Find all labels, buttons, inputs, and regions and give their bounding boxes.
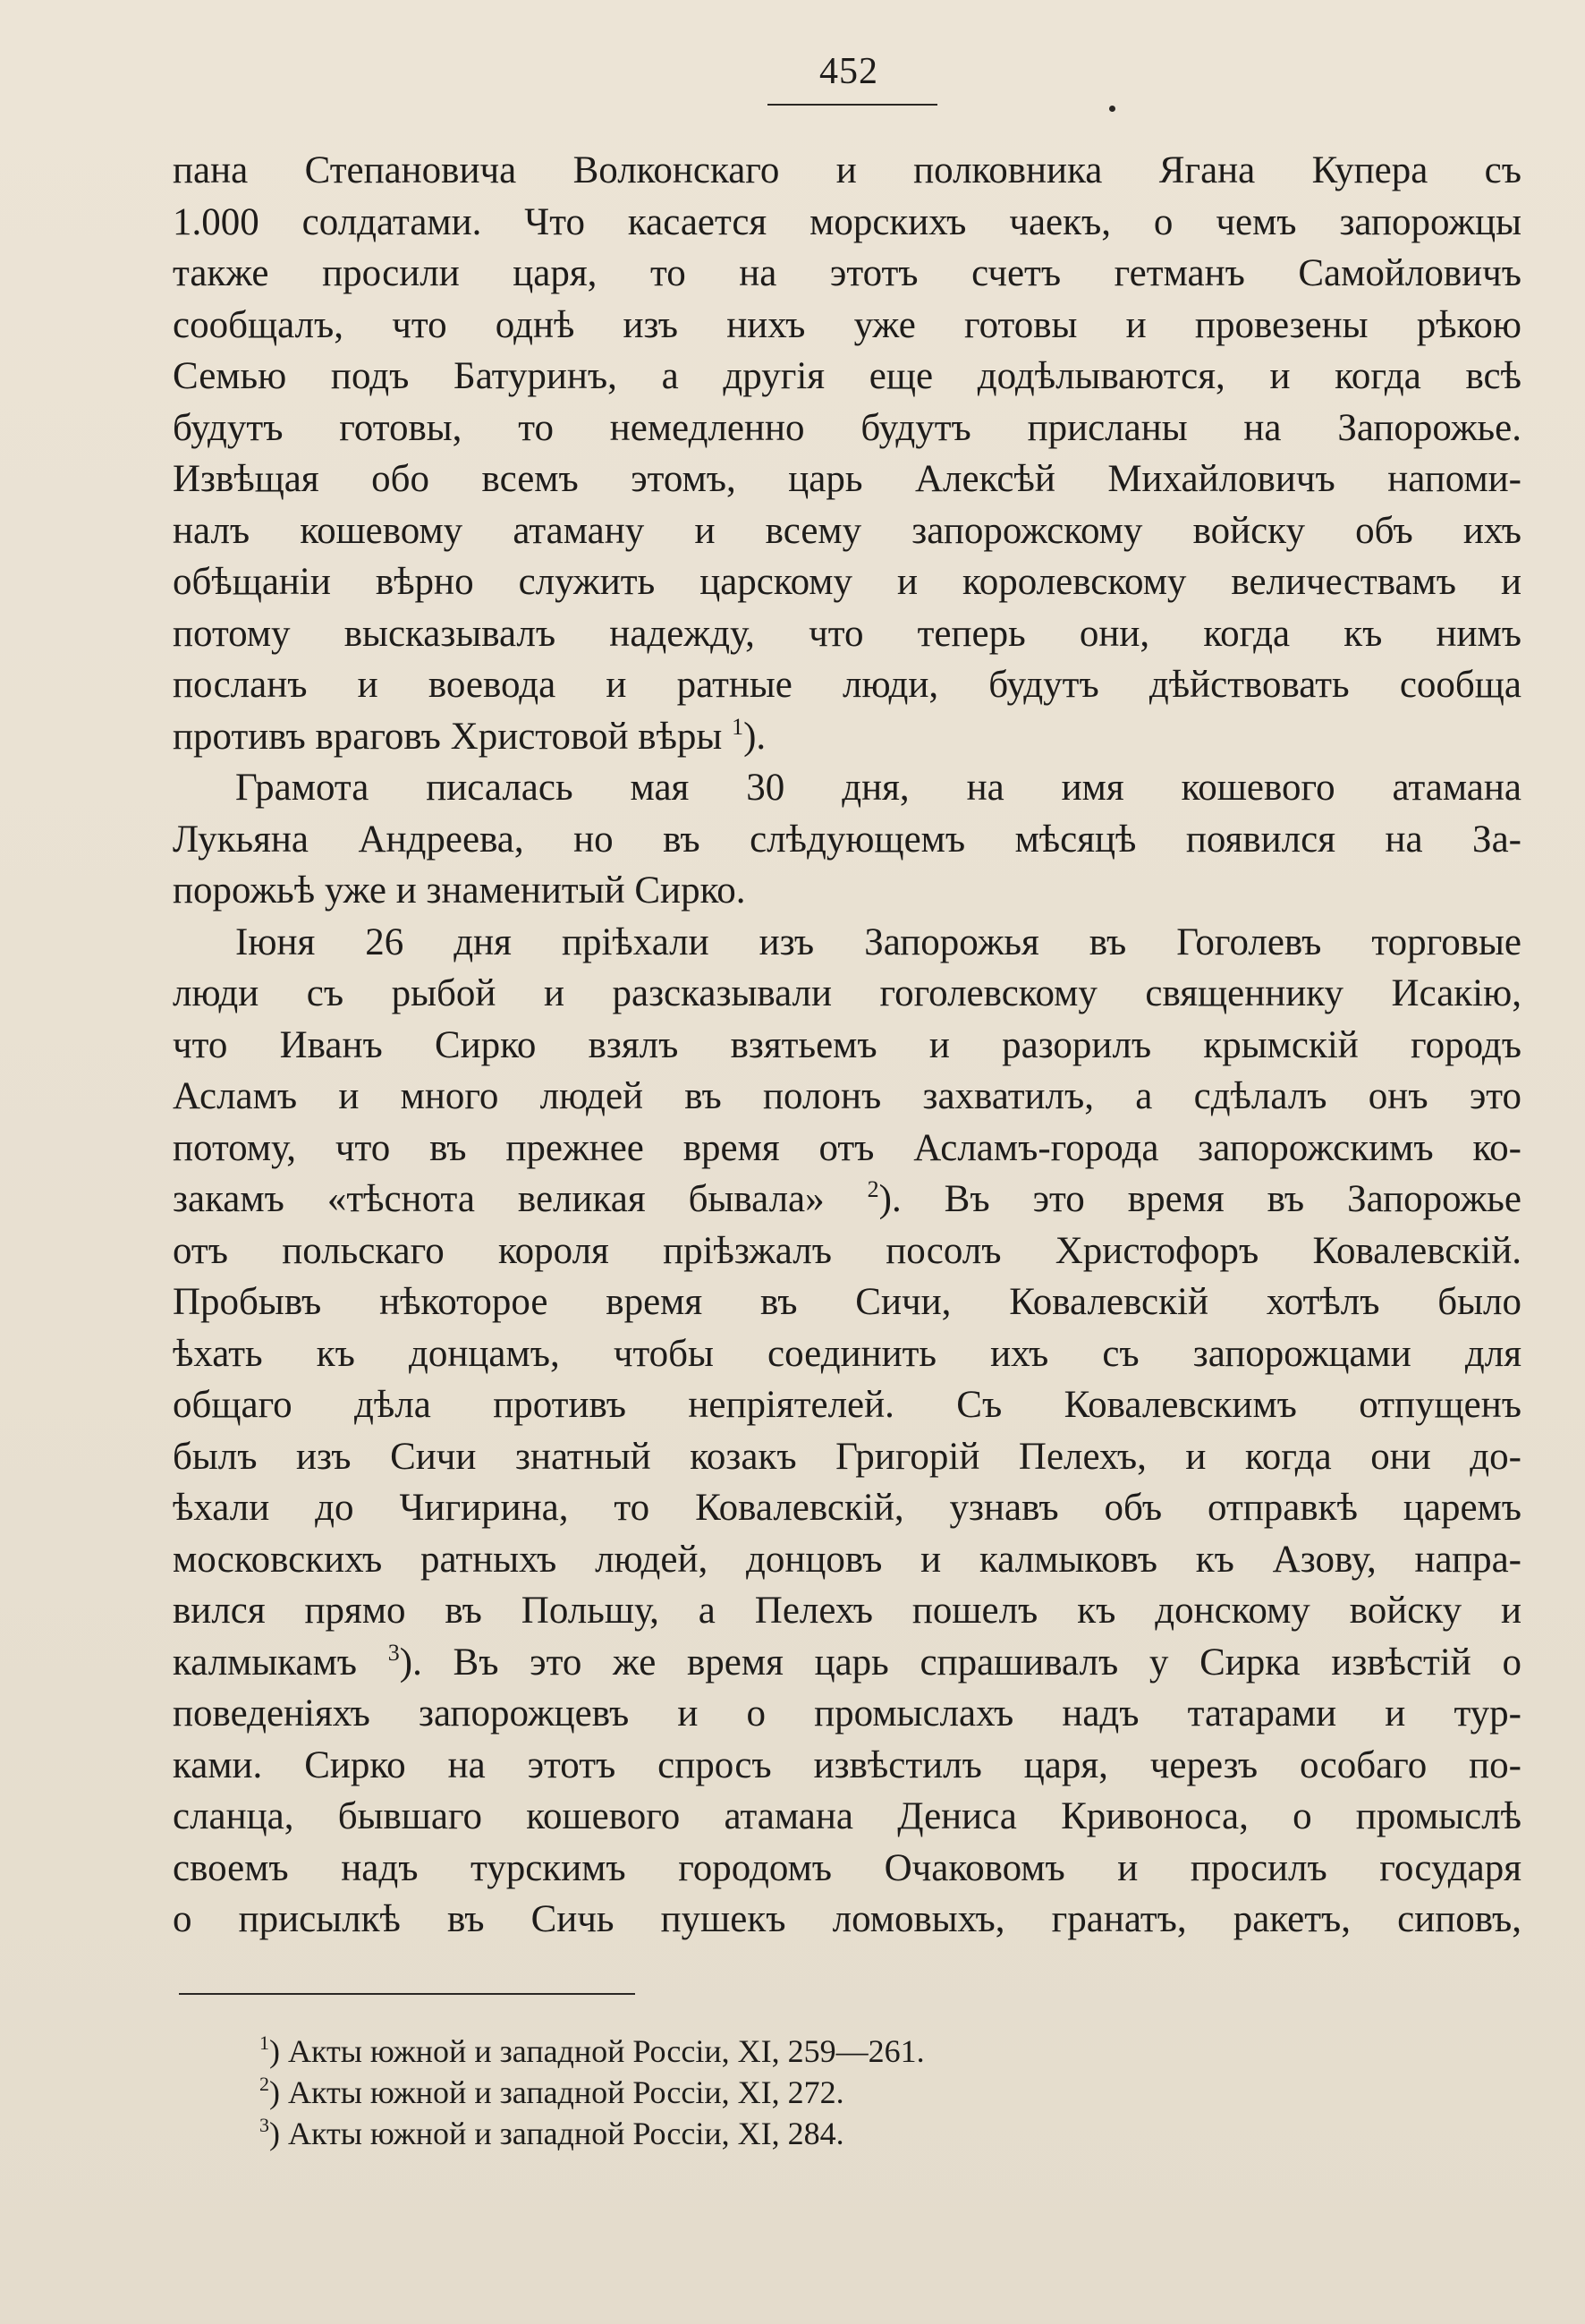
header-dot <box>1109 106 1115 112</box>
text-line: что Иванъ Сирко взялъ взятьемъ и разорилъ крымскій городъ <box>173 1023 1521 1066</box>
text-line: ѣхали до Чигирина, то Ковалевскій, узнавъ объ отправкѣ царемъ <box>173 1487 1521 1529</box>
footnote-rule <box>179 1993 635 1995</box>
text-run: калмыкамъ <box>173 1641 358 1684</box>
text-line: вился прямо въ Польшу, а Пелехъ пошелъ къ донскому войску и <box>173 1590 1521 1632</box>
text-line: 1.000 солдатами. Что касается морскихъ чаекъ, о чемъ запорожцы <box>173 200 1521 243</box>
footnotes <box>259 2031 1333 2154</box>
text-line <box>173 1174 1521 1226</box>
text-line: потому высказывалъ надежду, что теперь они, когда къ нимъ <box>173 612 1521 655</box>
text-line <box>173 711 1521 763</box>
text-line: Іюня 26 дня пріѣхали изъ Запорожья въ Гоголевъ торговые <box>235 920 1521 963</box>
footnote-text: ) Акты южной и западной Россіи, XI, 272. <box>269 2074 844 2110</box>
footnote-mark: 1 <box>259 2031 269 2054</box>
text-line: своемъ надъ турскимъ городомъ Очаковомъ и просилъ государя <box>173 1846 1521 1889</box>
text-run: ). <box>743 715 767 758</box>
text-line: обѣщаніи вѣрно служить царскому и королевскому величествамъ и <box>173 561 1521 603</box>
text-line: Извѣщая обо всемъ этомъ, царь Алексѣй Михайловичъ напоми- <box>173 458 1521 500</box>
text-line: порожьѣ уже и знаменитый Сирко. <box>173 869 746 912</box>
text-line: будутъ готовы, то немедленно будутъ присланы на Запорожье. <box>173 406 1521 449</box>
footnote-ref: 2 <box>867 1176 879 1202</box>
text-line: Семью подъ Батуринъ, а другія еще додѣлываются, и когда всѣ <box>173 355 1521 397</box>
text-line: Лукьяна Андреева, но въ слѣдующемъ мѣсяцѣ появился на За- <box>173 818 1521 861</box>
text-line: потому, что въ прежнее время отъ Асламъ-города запорожскимъ ко- <box>173 1126 1521 1169</box>
footnote-ref: 1 <box>732 713 744 740</box>
text-line: Грамота писалась мая 30 дня, на имя кошевого атамана <box>235 767 1521 809</box>
text-run: ). Въ это время въ Запорожье <box>878 1178 1522 1220</box>
text-line: былъ изъ Сичи знатный козакъ Григорій Пелехъ, и когда они до- <box>173 1435 1521 1478</box>
text-line: пана Степановича Волконскаго и полковника Ягана Купера съ <box>173 149 1521 191</box>
text-line: налъ кошевому атаману и всему запорожскому войску объ ихъ <box>173 509 1521 552</box>
text-line: люди съ рыбой и разсказывали гоголевскому священнику Исакію, <box>173 972 1521 1014</box>
footnote <box>259 2072 1333 2113</box>
footnote <box>259 2113 1333 2154</box>
text-line: поведеніяхъ запорожцевъ и о промыслахъ надъ татарами и тур- <box>173 1692 1521 1735</box>
text-line: ками. Сирко на этотъ спросъ извѣстилъ царя, черезъ особаго по- <box>173 1743 1521 1786</box>
footnote-text: ) Акты южной и западной Россіи, XI, 259—261. <box>269 2033 925 2069</box>
footnote-mark: 2 <box>259 2073 269 2095</box>
footnote-ref: 3 <box>387 1639 400 1666</box>
text-line: сообщалъ, что однѣ изъ нихъ уже готовы и провезены рѣкою <box>173 303 1521 346</box>
text-run: противъ враговъ Христовой вѣры <box>173 715 723 758</box>
footnote-text: ) Акты южной и западной Россіи, XI, 284. <box>269 2116 844 2151</box>
text-line: ѣхать къ донцамъ, чтобы соединить ихъ съ запорожцами для <box>173 1332 1521 1375</box>
header-rule <box>767 104 937 106</box>
page-number: 452 <box>819 51 878 92</box>
text-line: Асламъ и много людей въ полонъ захватилъ, а сдѣлалъ онъ это <box>173 1075 1521 1117</box>
text-line: сланца, бывшаго кошевого атамана Дениса Кривоноса, о промыслѣ <box>173 1795 1521 1837</box>
text-line: московскихъ ратныхъ людей, донцовъ и калмыковъ къ Азову, напра- <box>173 1538 1521 1581</box>
text-run: ). Въ это же время царь спрашивалъ у Сирка извѣстій о <box>399 1641 1522 1684</box>
text-line: также просили царя, то на этотъ счетъ гетманъ Самойловичъ <box>173 252 1521 294</box>
text-line <box>173 1637 1521 1689</box>
text-line: отъ польскаго короля пріѣзжалъ посолъ Христофоръ Ковалевскій. <box>173 1229 1521 1272</box>
text-run: закамъ «тѣснота великая бывала» <box>173 1178 825 1220</box>
body-text <box>173 145 1521 1946</box>
text-line: о присылкѣ въ Сичь пушекъ ломовыхъ, гранатъ, ракетъ, сиповъ, <box>173 1898 1521 1940</box>
text-line: посланъ и воевода и ратные люди, будутъ дѣйствовать сообща <box>173 664 1521 706</box>
text-line: Пробывъ нѣкоторое время въ Сичи, Ковалевскій хотѣлъ было <box>173 1281 1521 1323</box>
footnote <box>259 2031 1333 2072</box>
text-line: общаго дѣла противъ непріятелей. Съ Ковалевскимъ отпущенъ <box>173 1384 1521 1426</box>
footnote-mark: 3 <box>259 2114 269 2136</box>
